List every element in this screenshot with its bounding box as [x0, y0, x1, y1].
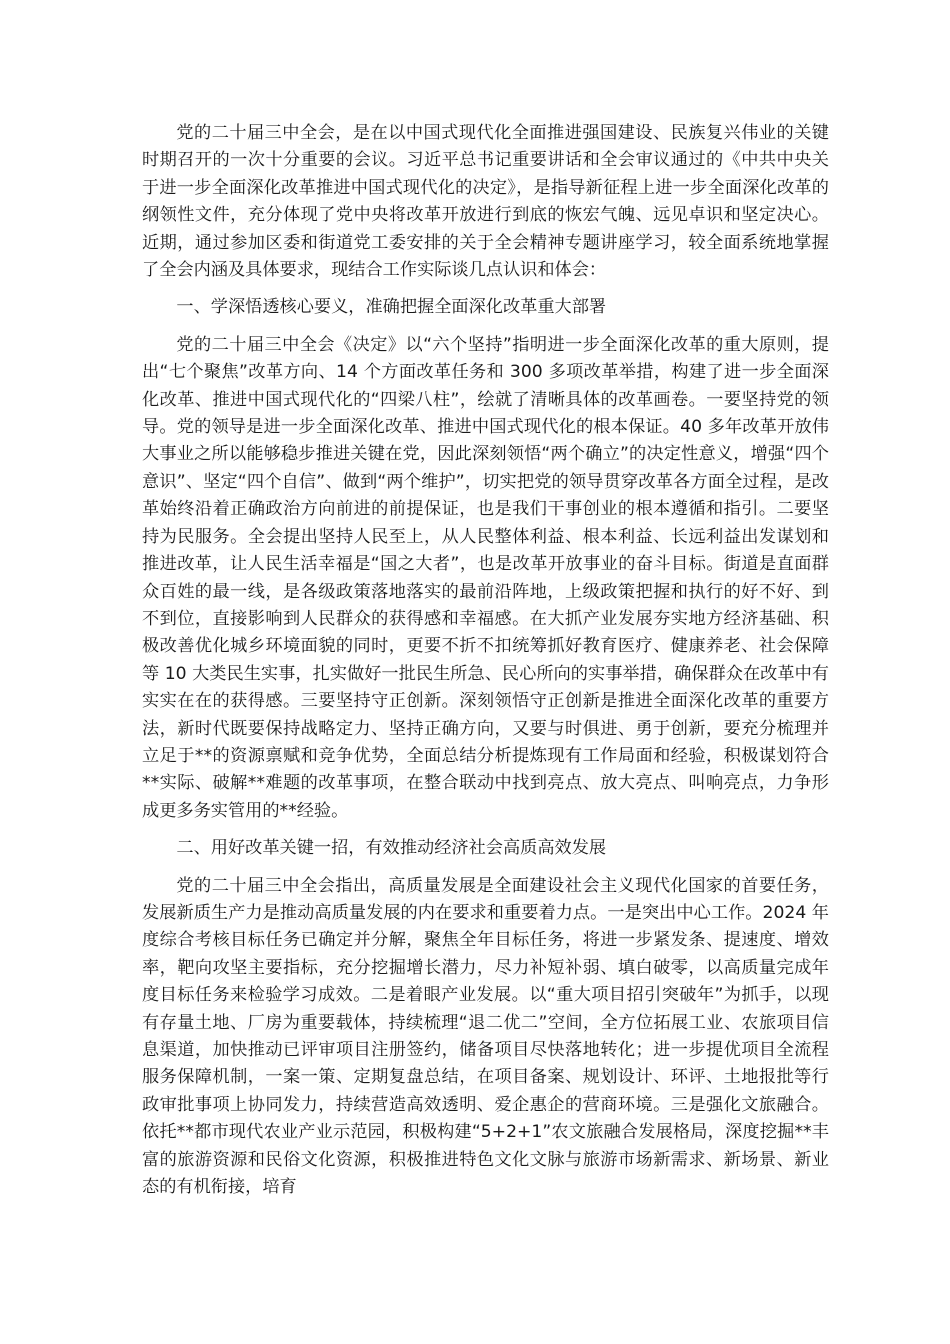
section-heading-1: 一、学深悟透核心要义，准确把握全面深化改革重大部署: [176, 297, 607, 318]
body-paragraph-intro: 党的二十届三中全会，是在以中国式现代化全面推进强国建设、民族复兴伟业的关键时期召开的一次十分重要的会议。习近平总书记重要讲话和全会审议通过的《中共中央关于进一步全面深化改革推进中国式现代化的决定》，是指导新征程上进一步全面深化改革的纲领性文件，充分体现了党中央将改革开放进行到底的恢宏气魄、远见卓识和坚定决心。近期，通过参加区委和街道党工委安排的关于全会精神专题讲座学习，较全面系统地掌握了全会内涵及具体要求，现结合工作实际谈几点认识和体会：: [142, 123, 829, 281]
body-paragraph-section-1: 党的二十届三中全会《决定》以“六个坚持”指明进一步全面深化改革的重大原则，提出“七个聚焦”改革方向、14 个方面改革任务和 300 多项改革举措，构建了进一步全面深化改革、推进中国式现代化的“四梁八柱”，绘就了清晰具体的改革画卷。一要坚持党的领导。党的领导是进一步全面深化改革、推进中国式现代化的根本保证。40 多年改革开放伟大事业之所以能够稳步推进关键在党，因此深刻领悟“两个确立”的决定性意义，增强“四个意识”、坚定“四个自信”、做到“两个维护”，切实把党的领导贯穿改革各方面全过程，是改革始终沿着正确政治方向前进的前提保证，也是我们干事创业的根本遵循和指引。二要坚持为民服务。全会提出坚持人民至上，从人民整体利益、根本利益、长远利益出发谋划和推进改革，让人民生活幸福是“国之大者”，也是改革开放事业的奋斗目标。街道是直面群众百姓的最一线，是各级政策落地落实的最前沿阵地，上级政策把握和执行的好不好、到不到位，直接影响到人民群众的获得感和幸福感。在大抓产业发展夯实地方经济基础、积极改善优化城乡环境面貌的同时，更要不折不扣统筹抓好教育医疗、健康养老、社会保障等 10 大类民生实事，扎实做好一批民生所急、民心所向的实事举措，确保群众在改革中有实实在在的获得感。三要坚持守正创新。深刻领悟守正创新是推进全面深化改革的重要方法，新时代既要保持战略定力、坚持正确方向，又要与时俱进、勇于创新，要充分梳理并立足于**的资源禀赋和竞争优势，全面总结分析提炼现有工作局面和经验，积极谋划符合**实际、破解**难题的改革事项，在整合联动中找到亮点、放大亮点、叫响亮点，力争形成更多务实管用的**经验。: [142, 334, 829, 821]
body-paragraph-section-2: 党的二十届三中全会指出，高质量发展是全面建设社会主义现代化国家的首要任务，发展新质生产力是推动高质量发展的内在要求和重要着力点。一是突出中心工作。2024 年度综合考核目标任务已确定并分解，聚焦全年目标任务，将进一步紧发条、提速度、增效率，靶向攻坚主要指标，充分挖掘增长潜力，尽力补短补弱、填白破零，以高质量完成年度目标任务来检验学习成效。二是着眼产业发展。以“重大项目招引突破年”为抓手，以现有存量土地、厂房为重要载体，持续梳理“退二优二”空间，全方位拓展工业、农旅项目信息渠道，加快推动已评审项目注册签约，储备项目尽快落地转化；进一步提优项目全流程服务保障机制，一案一策、定期复盘总结，在项目备案、规划设计、环评、土地报批等行政审批事项上协同发力，持续营造高效透明、爱企惠企的营商环境。三是强化文旅融合。依托**都市现代农业产业示范园，积极构建“5+2+1”农文旅融合发展格局，深度挖掘**丰富的旅游资源和民俗文化资源，积极推进特色文化文脉与旅游市场新需求、新场景、新业态的有机衔接，培育: [142, 875, 829, 1198]
section-heading-2: 二、用好改革关键一招，有效推动经济社会高质高效发展: [176, 838, 607, 859]
document-page: [142, 120, 829, 1211]
